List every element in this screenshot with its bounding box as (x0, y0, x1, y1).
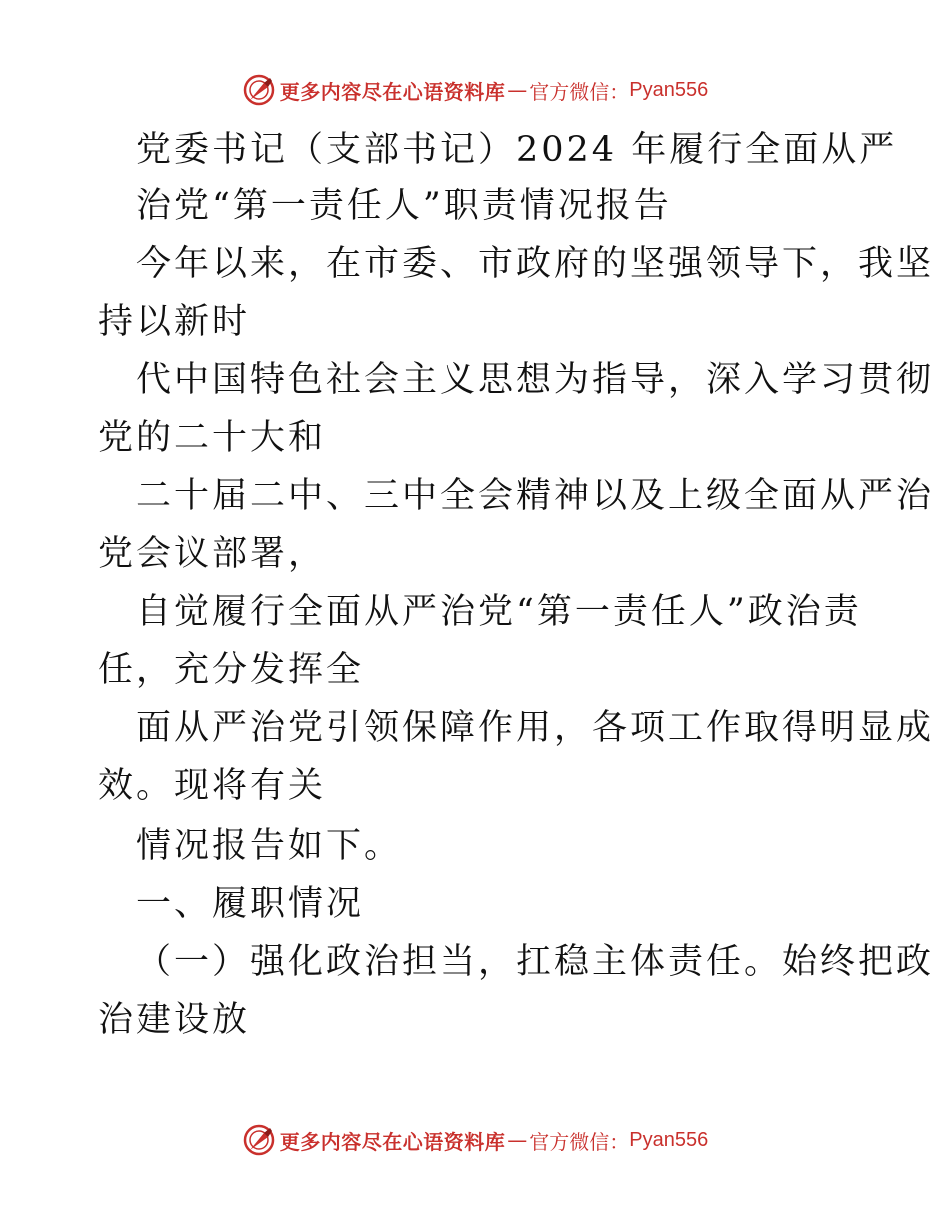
body-line: （一）强化政治担当，扛稳主体责任。始终把政 (136, 942, 935, 982)
footer-banner[interactable] (0, 1120, 950, 1160)
banner-separator: — (507, 1128, 528, 1152)
body-line: 效。现将有关 (98, 766, 327, 806)
body-line: 治建设放 (98, 1000, 251, 1040)
body-line: 党会议部署， (98, 534, 327, 574)
document-title-line-2: 治党“第一责任人”职责情况报告 (136, 186, 672, 226)
body-line: 党的二十大和 (98, 418, 327, 458)
banner-wechat-label: 官方微信： (529, 1129, 630, 1154)
body-line: 二十届二中、三中全会精神以及上级全面从严治 (136, 476, 935, 516)
body-line: 今年以来，在市委、市政府的坚强领导下，我坚 (136, 244, 935, 284)
section-heading: 一、履职情况 (136, 884, 365, 924)
pen-nib-logo-icon (242, 1123, 276, 1157)
body-line: 情况报告如下。 (136, 826, 403, 866)
banner-separator: — (507, 78, 528, 102)
body-line: 自觉履行全面从严治党“第一责任人”政治责 (136, 592, 862, 632)
banner-slogan: 更多内容尽在心语资料库 (279, 79, 506, 104)
banner-slogan: 更多内容尽在心语资料库 (279, 1129, 506, 1154)
pen-nib-logo-icon (242, 73, 276, 107)
body-line: 代中国特色社会主义思想为指导，深入学习贯彻 (136, 360, 935, 400)
body-line: 面从严治党引领保障作用，各项工作取得明显成 (136, 708, 935, 748)
banner-wechat-id: Pyan556 (629, 78, 709, 101)
header-banner[interactable] (0, 70, 950, 110)
banner-wechat-id: Pyan556 (629, 1128, 709, 1151)
banner-wechat-label: 官方微信： (529, 79, 630, 104)
body-line: 持以新时 (98, 302, 251, 342)
document-title-line-1: 党委书记（支部书记）2024 年履行全面从严 (136, 130, 898, 170)
body-line: 任，充分发挥全 (98, 650, 365, 690)
